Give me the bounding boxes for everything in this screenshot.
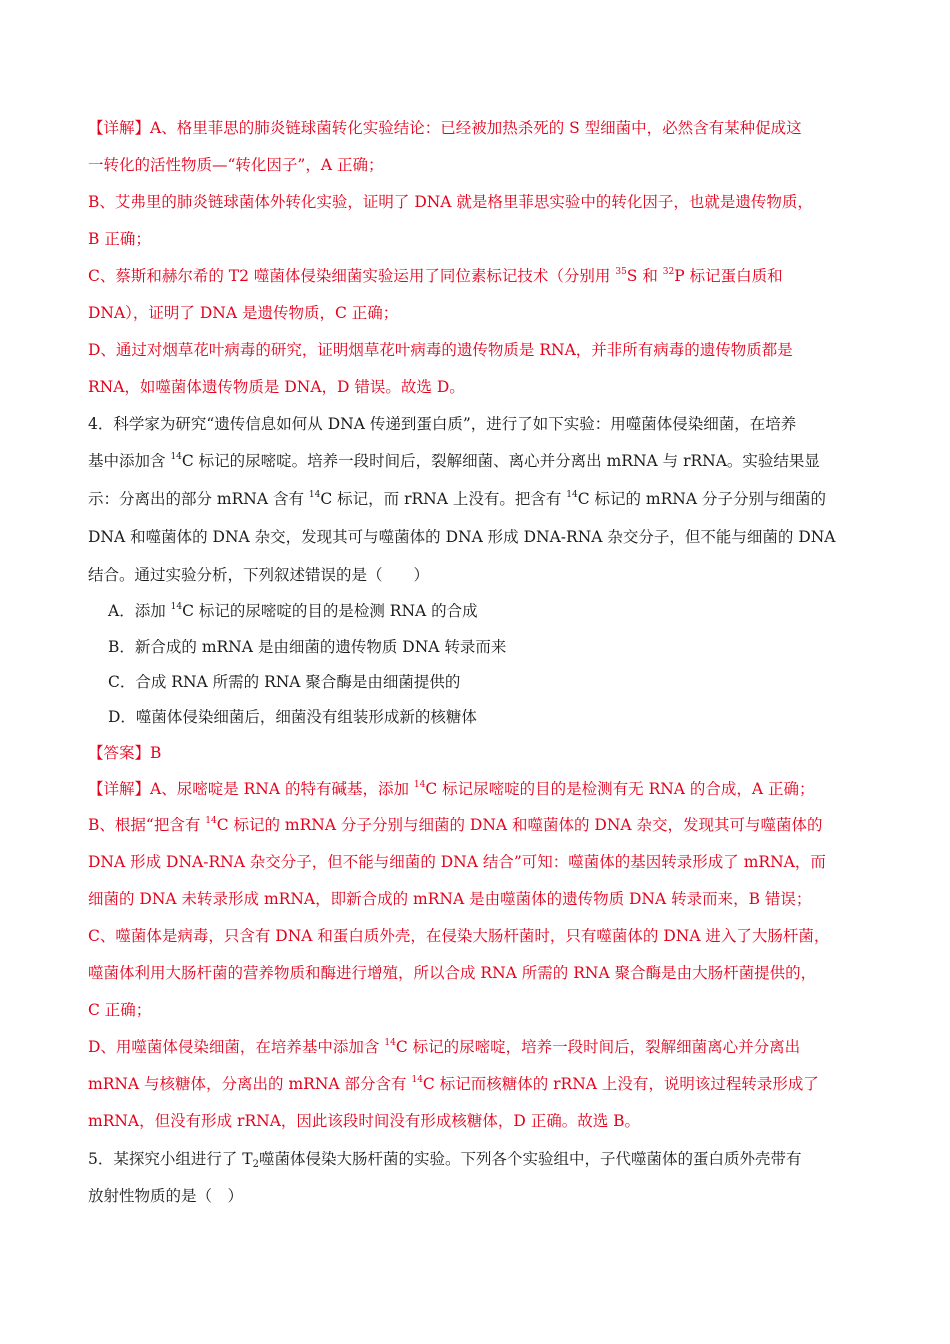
answer-label: 【答案】B: [88, 744, 162, 762]
explain3-line-3: B、艾弗里的肺炎链球菌体外转化实验，证明了 DNA 就是格里菲思实验中的转化因子，也就是遗传物质，: [88, 193, 813, 211]
explain3-line-7: D、通过对烟草花叶病毒的研究，证明烟草花叶病毒的遗传物质是 RNA，并非所有病毒的遗传物质都是: [88, 341, 793, 359]
option-d: D．噬菌体侵染细菌后，细菌没有组装形成新的核糖体: [108, 708, 477, 726]
explain4-line-7: C 正确；: [88, 1001, 152, 1019]
explain3-line-4: B 正确；: [88, 230, 151, 248]
question5-line-2: 放射性物质的是（ ）: [88, 1187, 244, 1205]
question4-line-2: 基中添加含 $^{14}$C 标记的尿嘧啶。培养一段时间后，裂解细菌、离心并分离出 mRNA 与 rRNA。实验结果显: [88, 452, 820, 470]
explain3-line-5: C、蔡斯和赫尔希的 T2 噬菌体侵染细菌实验运用了同位素标记技术（分别用 $^{35}$S 和 $^{32}$P 标记蛋白质和: [88, 267, 783, 285]
explain4-line-3: DNA 形成 DNA-RNA 杂交分子，但不能与细菌的 DNA 结合”可知：噬菌体的基因转录形成了 mRNA，而: [88, 853, 826, 871]
option-c: C．合成 RNA 所需的 RNA 聚合酶是由细菌提供的: [108, 673, 461, 691]
question4-line-3: 示：分离出的部分 mRNA 含有 $^{14}$C 标记，而 rRNA 上没有。把含有 $^{14}$C 标记的 mRNA 分子分别与细菌的: [88, 490, 826, 508]
explain4-line-10: mRNA，但没有形成 rRNA，因此该段时间没有形成核糖体，D 正确。故选 B。: [88, 1112, 641, 1130]
explain4-line-8: D、用噬菌体侵染细菌，在培养基中添加含 $^{14}$C 标记的尿嘧啶，培养一段时间后，裂解细菌离心并分离出: [88, 1038, 801, 1056]
explain3-line-1: 【详解】A、格里菲思的肺炎链球菌转化实验结论：已经被加热杀死的 S 型细菌中，必然含有某种促成这: [88, 119, 802, 137]
explain4-line-5: C、噬菌体是病毒，只含有 DNA 和蛋白质外壳，在侵染大肠杆菌时，只有噬菌体的 DNA 进入了大肠杆菌，: [88, 927, 830, 945]
explain4-line-9: mRNA 与核糖体，分离出的 mRNA 部分含有 $^{14}$C 标记而核糖体的 rRNA 上没有，说明该过程转录形成了: [88, 1075, 819, 1093]
question4-line-1: 4．科学家为研究“遗传信息如何从 DNA 传递到蛋白质”，进行了如下实验：用噬菌体侵染细菌，在培养: [88, 415, 797, 433]
option-b: B．新合成的 mRNA 是由细菌的遗传物质 DNA 转录而来: [108, 638, 507, 656]
explain4-line-1: 【详解】A、尿嘧啶是 RNA 的特有碱基，添加 $^{14}$C 标记尿嘧啶的目的是检测有无 RNA 的合成，A 正确；: [88, 780, 815, 798]
explain3-line-8: RNA，如噬菌体遗传物质是 DNA，D 错误。故选 D。: [88, 378, 465, 396]
question4-line-5: 结合。通过实验分析，下列叙述错误的是（ ）: [88, 566, 430, 584]
explain3-line-2: 一转化的活性物质—“转化因子”，A 正确；: [88, 156, 384, 174]
option-a: A．添加 $^{14}$C 标记的尿嘧啶的目的是检测 RNA 的合成: [108, 602, 478, 620]
explain4-line-4: 细菌的 DNA 未转录形成 mRNA，即新合成的 mRNA 是由噬菌体的遗传物质 DNA 转录而来，B 错误；: [88, 890, 812, 908]
explain4-line-6: 噬菌体利用大肠杆菌的营养物质和酶进行增殖，所以合成 RNA 所需的 RNA 聚合酶是由大肠杆菌提供的，: [88, 964, 817, 982]
explain3-line-6: DNA），证明了 DNA 是遗传物质，C 正确；: [88, 304, 399, 322]
question5-line-1: 5．某探究小组进行了 $T_2$噬菌体侵染大肠杆菌的实验。下列各个实验组中，子代噬菌体的蛋白质外壳带有: [88, 1150, 802, 1170]
question4-line-4: DNA 和噬菌体的 DNA 杂交，发现其可与噬菌体的 DNA 形成 DNA-RNA 杂交分子，但不能与细菌的 DNA: [88, 528, 836, 546]
explain4-line-2: B、根据“把含有 $^{14}$C 标记的 mRNA 分子分别与细菌的 DNA 和噬菌体的 DNA 杂交，发现其可与噬菌体的: [88, 816, 823, 834]
